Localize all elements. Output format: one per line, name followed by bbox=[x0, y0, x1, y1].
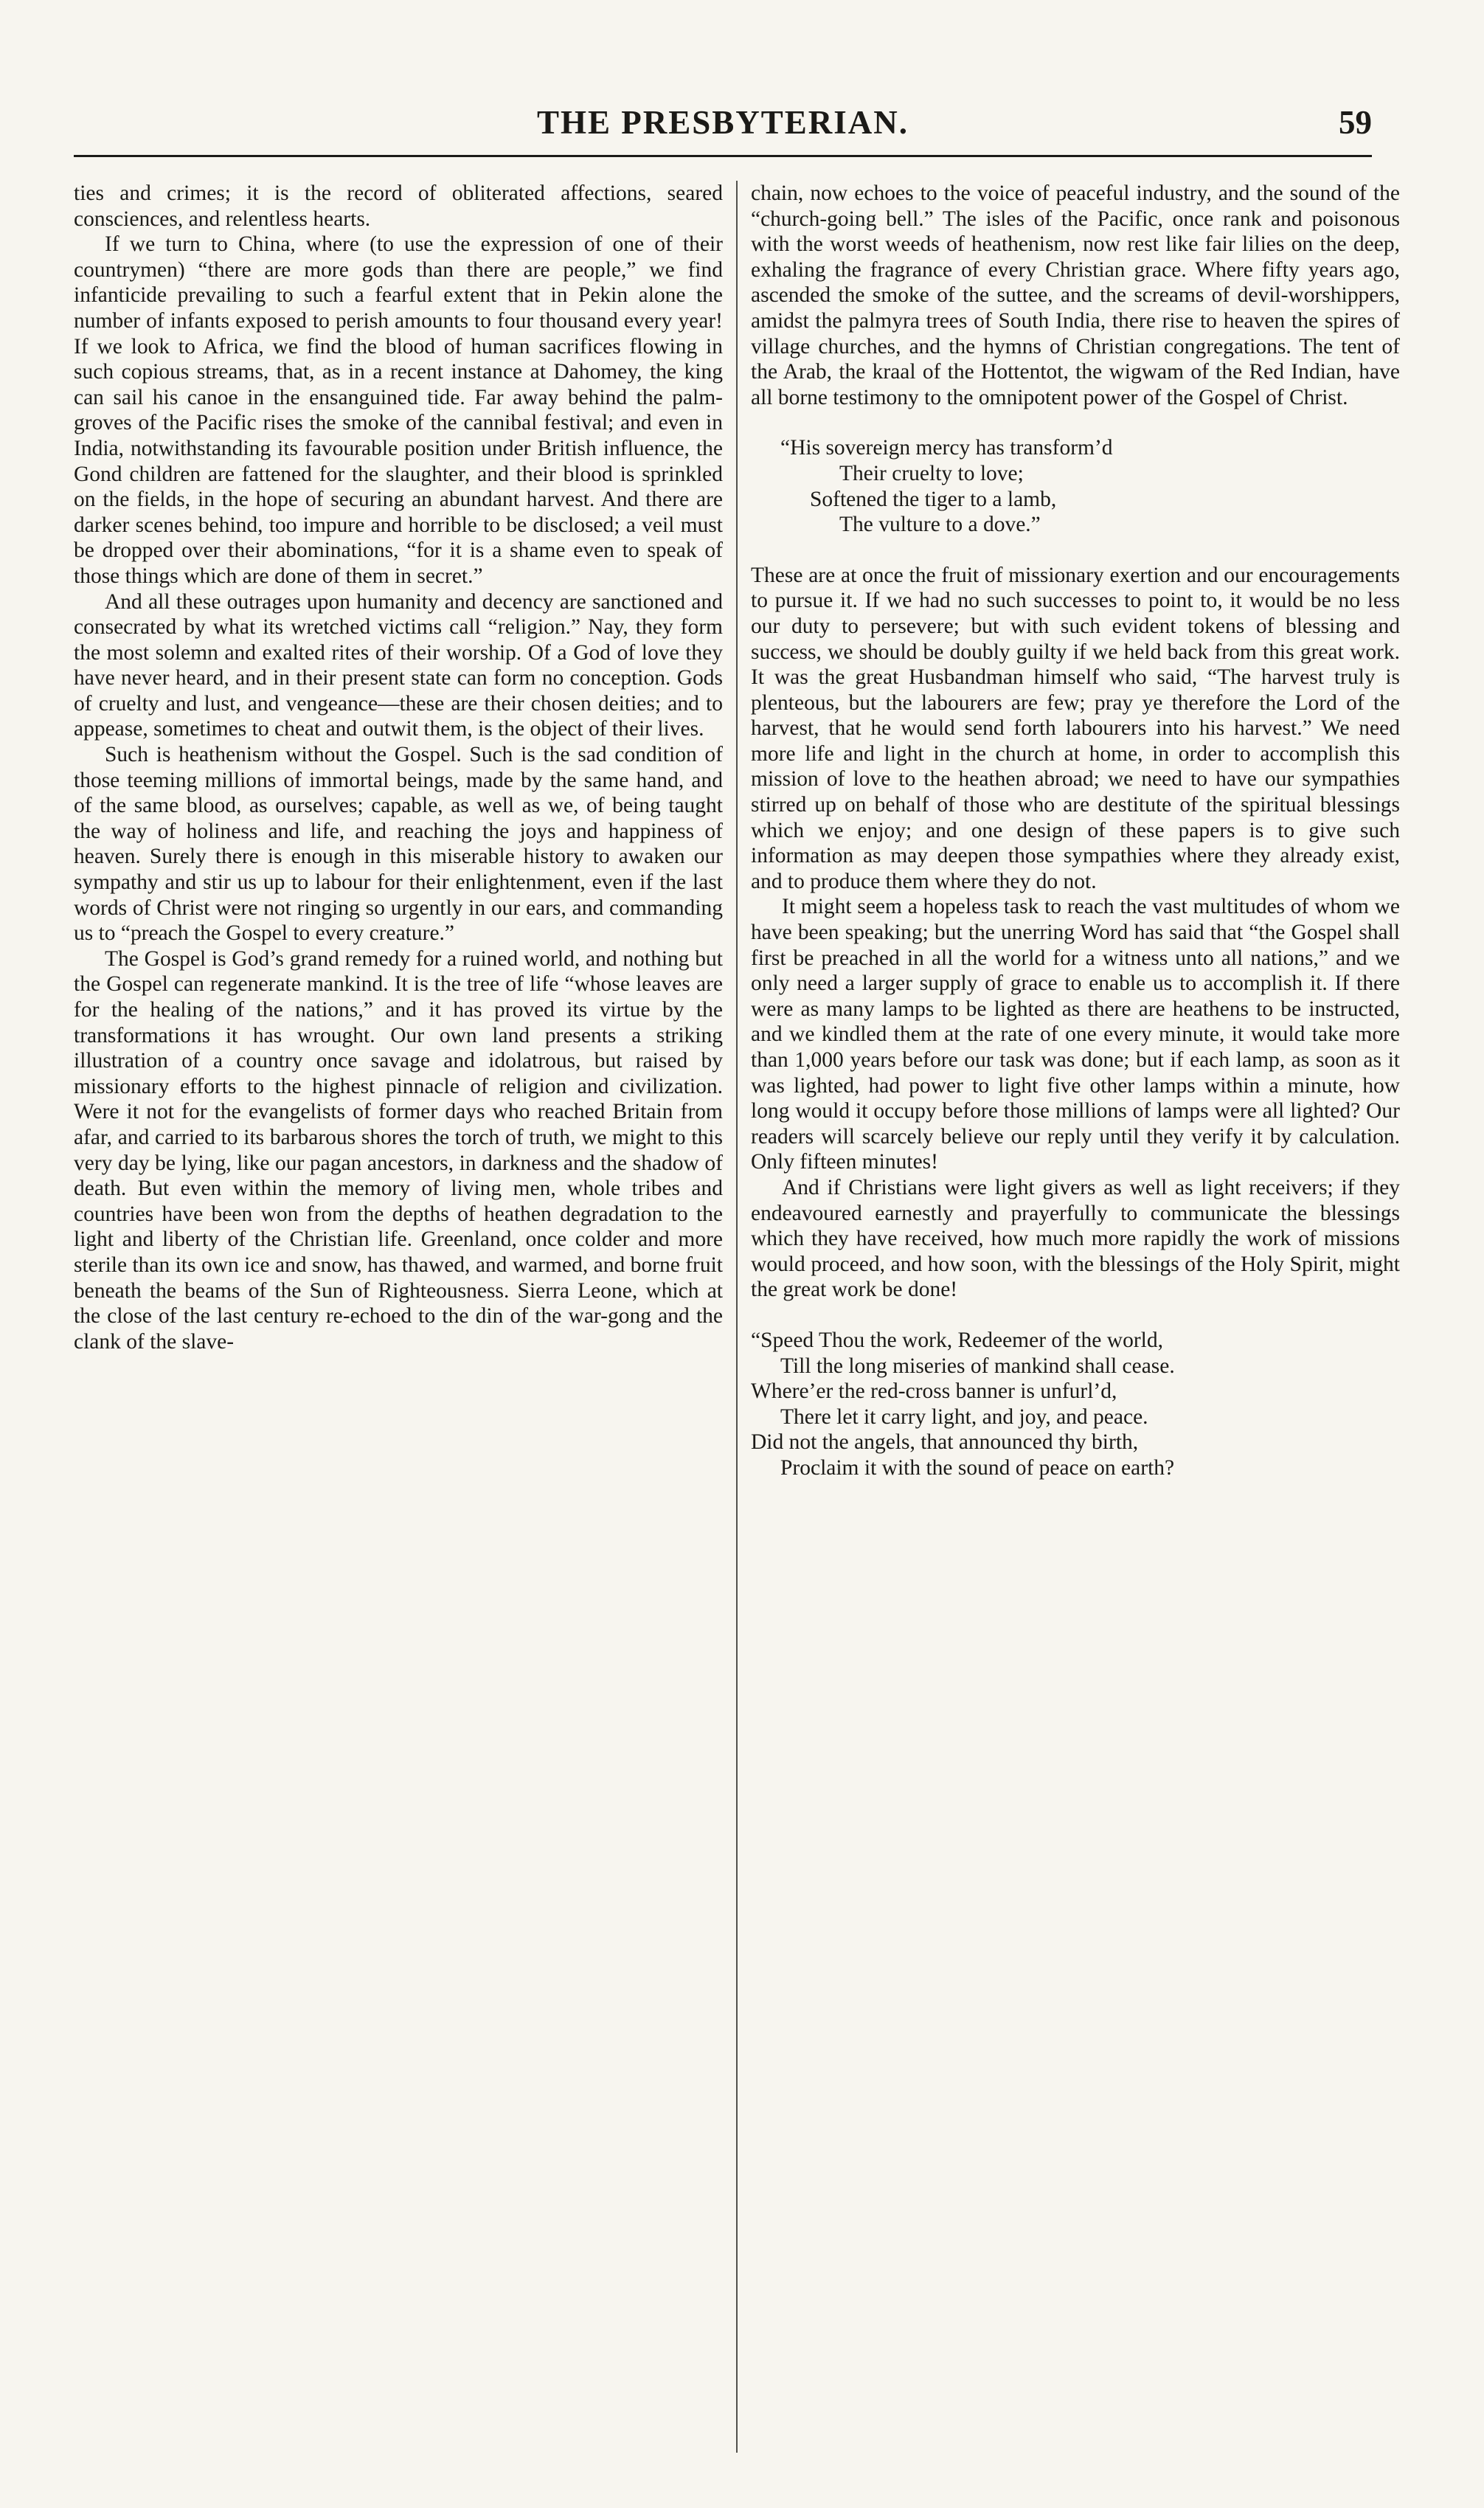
verse-2-line: Did not the angels, that announced thy birth, bbox=[751, 1430, 1139, 1455]
right-paragraph-1: chain, now echoes to the voice of peaceful industry, and the sound of the “church-going bell.” The isles of the Pacific, once rank and poisonous with the worst weeds of heathenism, now rest like fair lilies on the deep, exhaling the fragrance of every Christian grace. Where fifty years ago, ascended the smoke of the suttee, and the screams of devil-worshippers, amidst the palmyra trees of South India, there rise to heaven the spires of village churches, and the hymns of Christian congregations. The tent of the Arab, the kraal of the Hottentot, the wigwam of the Red Indian, have all borne testimony to the omnipotent power of the Gospel of Christ. bbox=[751, 181, 1400, 409]
verse-2-line: Till the long miseries of mankind shall cease. bbox=[780, 1354, 1175, 1378]
left-paragraph-2: If we turn to China, where (to use the expression of one of their countrymen) “there are more gods than there are people,” we find infanticide prevailing to such a fearful extent that in Pekin alone the number of infants exposed to perish amounts to four thousand every year! If we look to Africa, we find the blood of human sacrifices flowing in such copious streams, that, as in a recent instance at Dahomey, the king can sail his canoe in the ensanguined tide. Far away behind the palm-groves of the Pacific rises the smoke of the cannibal festival; and even in India, notwithstanding its favourable position under British influence, the Gond children are fattened for the slaughter, and their blood is sprinkled on the fields, in the hope of securing an abundant harvest. And there are darker scenes behind, too impure and horrible to be disclosed; a veil must be dropped over their abominations, “for it is a shame even to speak of those things which are done of them in secret.” bbox=[74, 232, 723, 588]
verse-1-line: The vulture to a dove.” bbox=[839, 513, 1041, 537]
left-paragraph-1: ties and crimes; it is the record of obliterated affections, seared consciences, and relentless hearts. bbox=[74, 181, 723, 231]
left-paragraph-3: And all these outrages upon humanity and decency are sanctioned and consecrated by what its wretched victims call “religion.” Nay, they form the most solemn and exalted rites of their worship. Of a God of love they have never heard, and in their present state can form no conception. Gods of cruelty and lust, and vengeance—these are their chosen deities; and to appease, sometimes to cheat and outwit them, is the object of their lives. bbox=[74, 589, 723, 741]
left-paragraph-5: The Gospel is God’s grand remedy for a ruined world, and nothing but the Gospel can regenerate mankind. It is the tree of life “whose leaves are for the healing of the nations,” and it has proved its virtue by the transformations it has wrought. Our own land presents a striking illustration of a country once savage and idolatrous, but raised by missionary efforts to the highest pinnacle of religion and civilization. Were it not for the evangelists of former days who reached Britain from afar, and carried to its barbarous shores the torch of truth, we might to this very day be lying, like our pagan ancestors, in darkness and the shadow of death. But even within the memory of living men, whole tribes and countries have been won from the depths of heathen degradation to the light and liberty of the Christian life. Greenland, once colder and more sterile than its own ice and snow, has thawed, and warmed, and borne fruit beneath the beams of the Sun of Righteousness. Sierra Leone, which at the close of the last century re-echoed to the din of the war-gong and the clank of the slave- bbox=[74, 946, 723, 1354]
verse-2-line: Proclaim it with the sound of peace on earth? bbox=[780, 1455, 1175, 1480]
right-paragraph-3: It might seem a hopeless task to reach the vast multitudes of whom we have been speaking; but the unerring Word has said that “the Gospel shall first be preached in all the world for a witness unto all nations,” and we only need a larger supply of grace to enable us to accomplish it. If there were as many lamps to be lighted as there are heathens to be instructed, and we kindled them at the rate of one every minute, it would take more than 1,000 years before our task was done; but if each lamp, as soon as it was lighted, had power to light five other lamps within a minute, how long would it occupy before those millions of lamps were all lighted? Our readers will scarcely believe our reply until they verify it by calculation. Only fifteen minutes! bbox=[751, 895, 1400, 1174]
verse-2-line: Where’er the red-cross banner is unfurl’d, bbox=[751, 1379, 1117, 1404]
page-number: 59 bbox=[1339, 104, 1372, 141]
running-title: THE PRESBYTERIAN. bbox=[536, 104, 909, 141]
right-column bbox=[751, 181, 1400, 2475]
verse-2 bbox=[751, 1328, 1400, 1481]
verse-2-line: There let it carry light, and joy, and peace. bbox=[780, 1404, 1148, 1429]
verse-1-line: Softened the tiger to a lamb, bbox=[810, 487, 1057, 511]
verse-1-line: Their cruelty to love; bbox=[839, 461, 1024, 485]
left-column bbox=[74, 181, 723, 2475]
left-paragraph-4: Such is heathenism without the Gospel. Such is the sad condition of those teeming millions of immortal beings, made by the same hand, and of the same blood, as ourselves; capable, as well as we, of being taught the way of holiness and life, and reaching the joys and happiness of heaven. Surely there is enough in this miserable history to awaken our sympathy and stir us up to labour for their enlightenment, even if the last words of Christ were not ringing so urgently in our ears, and commanding us to “preach the Gospel to every creature.” bbox=[74, 743, 723, 946]
verse-2-line: “Speed Thou the work, Redeemer of the world, bbox=[751, 1328, 1163, 1352]
page-header bbox=[74, 103, 1372, 157]
verse-1-line: “His sovereign mercy has transform’d bbox=[780, 436, 1113, 460]
right-paragraph-4: And if Christians were light givers as well as light receivers; if they endeavoured earnestly and prayerfully to communicate the blessings which they have received, how much more rapidly the work of missions would proceed, and how soon, with the blessings of the Holy Spirit, might the great work be done! bbox=[751, 1175, 1400, 1302]
verse-1 bbox=[751, 435, 1400, 537]
right-paragraph-2: These are at once the fruit of missionary exertion and our encouragements to pursue it. If we had no such successes to point to, it would be no less our duty to persevere; but with such evident tokens of blessing and success, we should be doubly guilty if we held back from this great work. It was the great Husbandman himself who said, “The harvest truly is plenteous, but the labourers are few; pray ye therefore the Lord of the harvest, that he would send forth labourers into his harvest.” We need more life and light in the church at home, in order to accomplish this mission of love to the heathen abroad; we need to have our sympathies stirred up on behalf of those who are destitute of the spiritual blessings which we enjoy; and one design of these papers is to give such information as may deepen those sympathies where they already exist, and to produce them where they do not. bbox=[751, 563, 1400, 893]
column-divider bbox=[736, 181, 738, 2453]
